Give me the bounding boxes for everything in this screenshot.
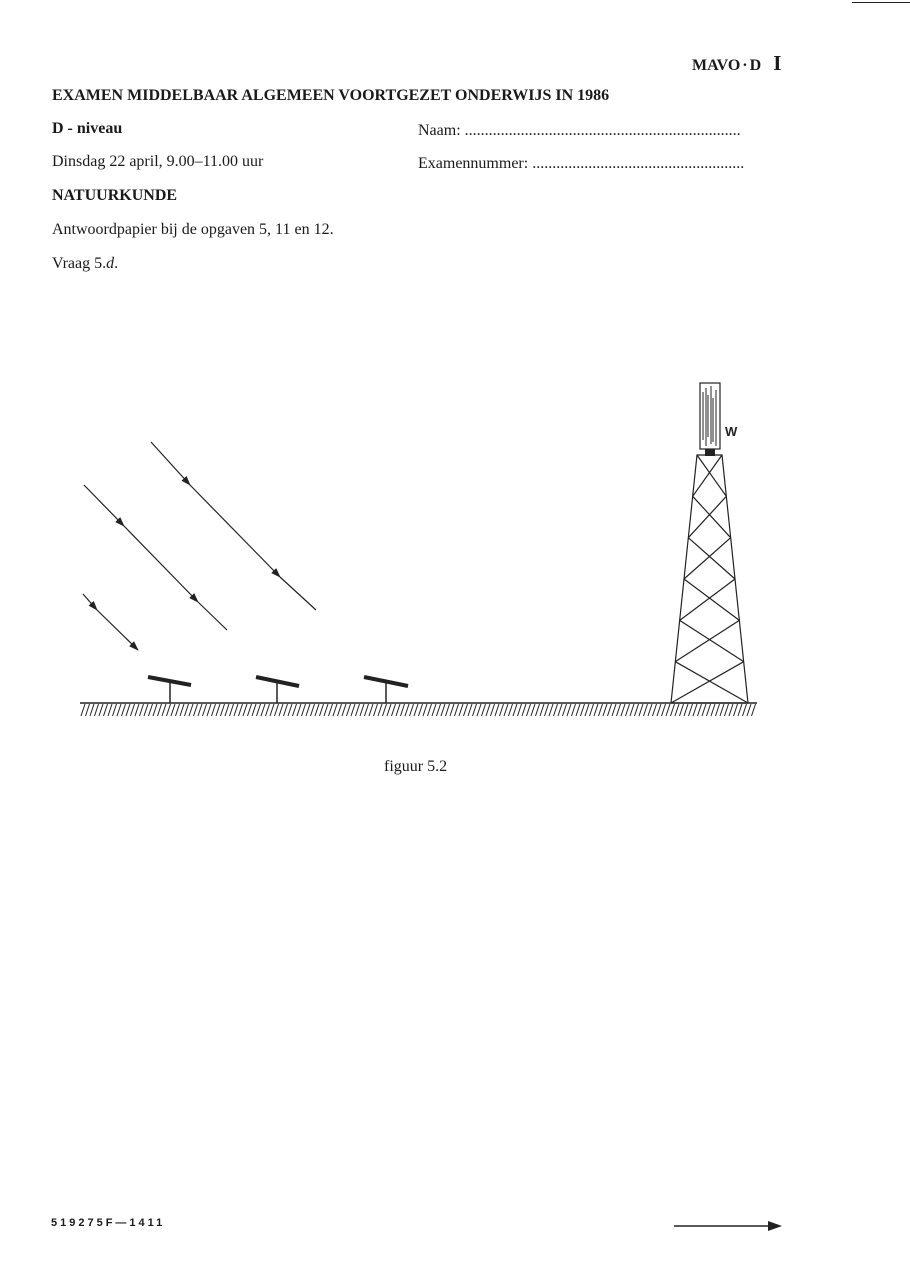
figure-caption: figuur 5.2 [384,758,448,775]
figure-5-2 [0,360,910,760]
name-label: Naam: [418,122,461,139]
exam-number-label: Examennummer: [418,155,529,172]
subject-title: NATUURKUNDE [52,187,178,204]
sun-ray [83,594,97,610]
sun-ray [97,610,138,650]
exam-date: Dinsdag 22 april, 9.00–11.00 uur [52,153,264,170]
sun-ray [190,485,280,577]
corner-mark [852,2,910,3]
exam-number-field[interactable] [418,155,744,173]
name-dots: ..................................................................... [464,122,741,139]
answer-sheet-note: Antwoordpapier bij de opgaven 5, 11 en 12. [52,221,334,238]
mirror [256,677,299,703]
exam-number-dots: ..................................................... [532,155,745,172]
mirror [364,677,408,703]
sun-ray [84,485,124,526]
mirrors [148,677,408,703]
next-page-arrow-icon [672,1219,784,1233]
mirror [148,677,191,703]
print-code: 519275F—1411 [51,1217,166,1229]
question-ref: Vraag 5.d. [52,255,119,272]
sun-ray [198,602,227,630]
level-label: D - niveau [52,120,123,137]
sun-ray [280,577,316,610]
tower-label: W [725,424,738,439]
sun-ray [124,526,198,602]
name-field[interactable] [418,122,741,140]
exam-title: EXAMEN MIDDELBAAR ALGEMEEN VOORTGEZET ONDERWIJS IN 1986 [52,87,610,104]
ground [80,703,757,716]
sun-ray [151,442,190,485]
sun-rays [83,442,316,650]
series-label: MAVO · D I [692,51,782,75]
